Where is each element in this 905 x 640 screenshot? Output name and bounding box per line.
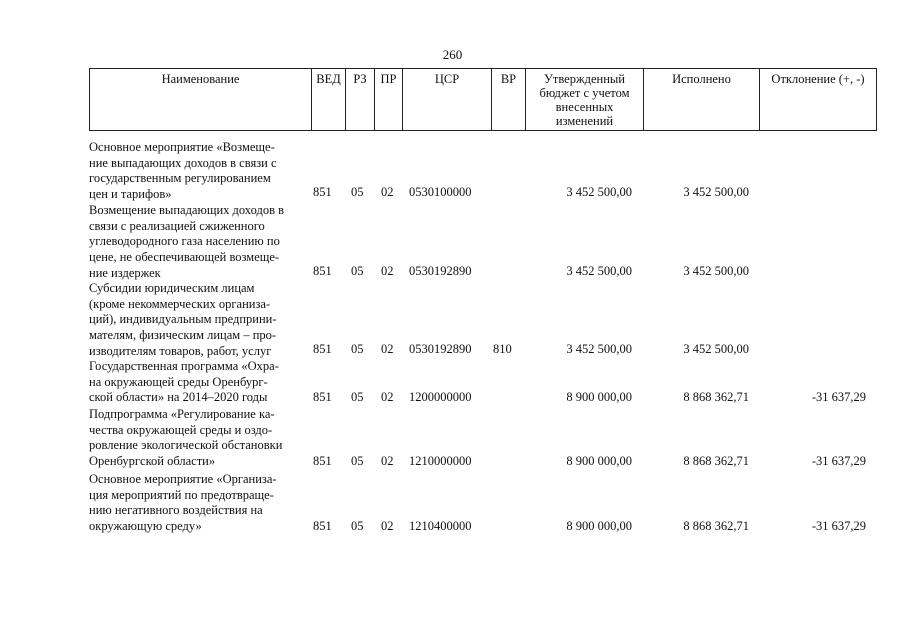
row-rz: 05 [351,454,364,468]
row-name: Субсидии юридическим лицам (кроме некоммерческих организа- ций), индивидуальным предприни- мателям, физическим лицам – про- изводителям товаров, работ, услуг [89,281,277,358]
row-budget: 3 452 500,00 [566,185,632,199]
row-vr: 810 [493,342,512,356]
header-executed: Исполнено [644,69,760,131]
row-executed: 3 452 500,00 [683,342,749,356]
row-csr: 1210400000 [409,519,472,533]
row-ved: 851 [313,342,332,356]
row-executed: 8 868 362,71 [683,454,749,468]
row-pr: 02 [381,390,394,404]
header-rz: РЗ [346,69,375,131]
row-ved: 851 [313,185,332,199]
row-executed: 8 868 362,71 [683,519,749,533]
row-deviation: -31 637,29 [811,519,866,533]
row-csr: 0530192890 [409,342,472,356]
row-rz: 05 [351,264,364,278]
row-ved: 851 [313,390,332,404]
row-pr: 02 [381,519,394,533]
page-number: 260 [442,47,463,62]
row-deviation: -31 637,29 [811,390,866,404]
table-header [89,68,877,131]
row-rz: 05 [351,519,364,533]
row-name: Основное мероприятие «Возмеще- ние выпадающих доходов в связи с государственным регулированием цен и тарифов» [89,140,277,202]
row-csr: 1200000000 [409,390,472,404]
row-budget: 8 900 000,00 [566,454,632,468]
header-pr: ПР [375,69,403,131]
row-budget: 3 452 500,00 [566,264,632,278]
row-ved: 851 [313,264,332,278]
row-budget: 8 900 000,00 [566,390,632,404]
header-budget: Утвержденный бюджет с учетом внесенных изменений [526,69,644,131]
row-pr: 02 [381,342,394,356]
row-executed: 3 452 500,00 [683,185,749,199]
header-deviation: Отклонение (+, -) [760,69,877,131]
header-ved: ВЕД [312,69,346,131]
row-budget: 8 900 000,00 [566,519,632,533]
row-rz: 05 [351,185,364,199]
row-csr: 0530192890 [409,264,472,278]
header-name: Наименование [90,69,312,131]
row-executed: 8 868 362,71 [683,390,749,404]
row-ved: 851 [313,519,332,533]
row-executed: 3 452 500,00 [683,264,749,278]
row-name: Подпрограмма «Регулирование ка- чества окружающей среды и оздо- ровление экологической обстановки Оренбургской области» [89,407,283,469]
row-csr: 1210000000 [409,454,472,468]
row-budget: 3 452 500,00 [566,342,632,356]
header-vr: ВР [492,69,526,131]
row-pr: 02 [381,264,394,278]
row-csr: 0530100000 [409,185,472,199]
row-pr: 02 [381,185,394,199]
header-csr: ЦСР [403,69,492,131]
row-name: Основное мероприятие «Организа- ция мероприятий по предотвраще- нию негативного воздействия на окружающую среду» [89,472,277,534]
row-name: Государственная программа «Охра- на окружающей среды Оренбург- ской области» на 2014–2020 годы [89,359,279,405]
row-ved: 851 [313,454,332,468]
row-name: Возмещение выпадающих доходов в связи с реализацией сжиженного углеводородного газа населению по цене, не обеспечивающей возмеще- ние издержек [89,203,285,280]
row-rz: 05 [351,390,364,404]
row-pr: 02 [381,454,394,468]
row-deviation: -31 637,29 [811,454,866,468]
row-rz: 05 [351,342,364,356]
